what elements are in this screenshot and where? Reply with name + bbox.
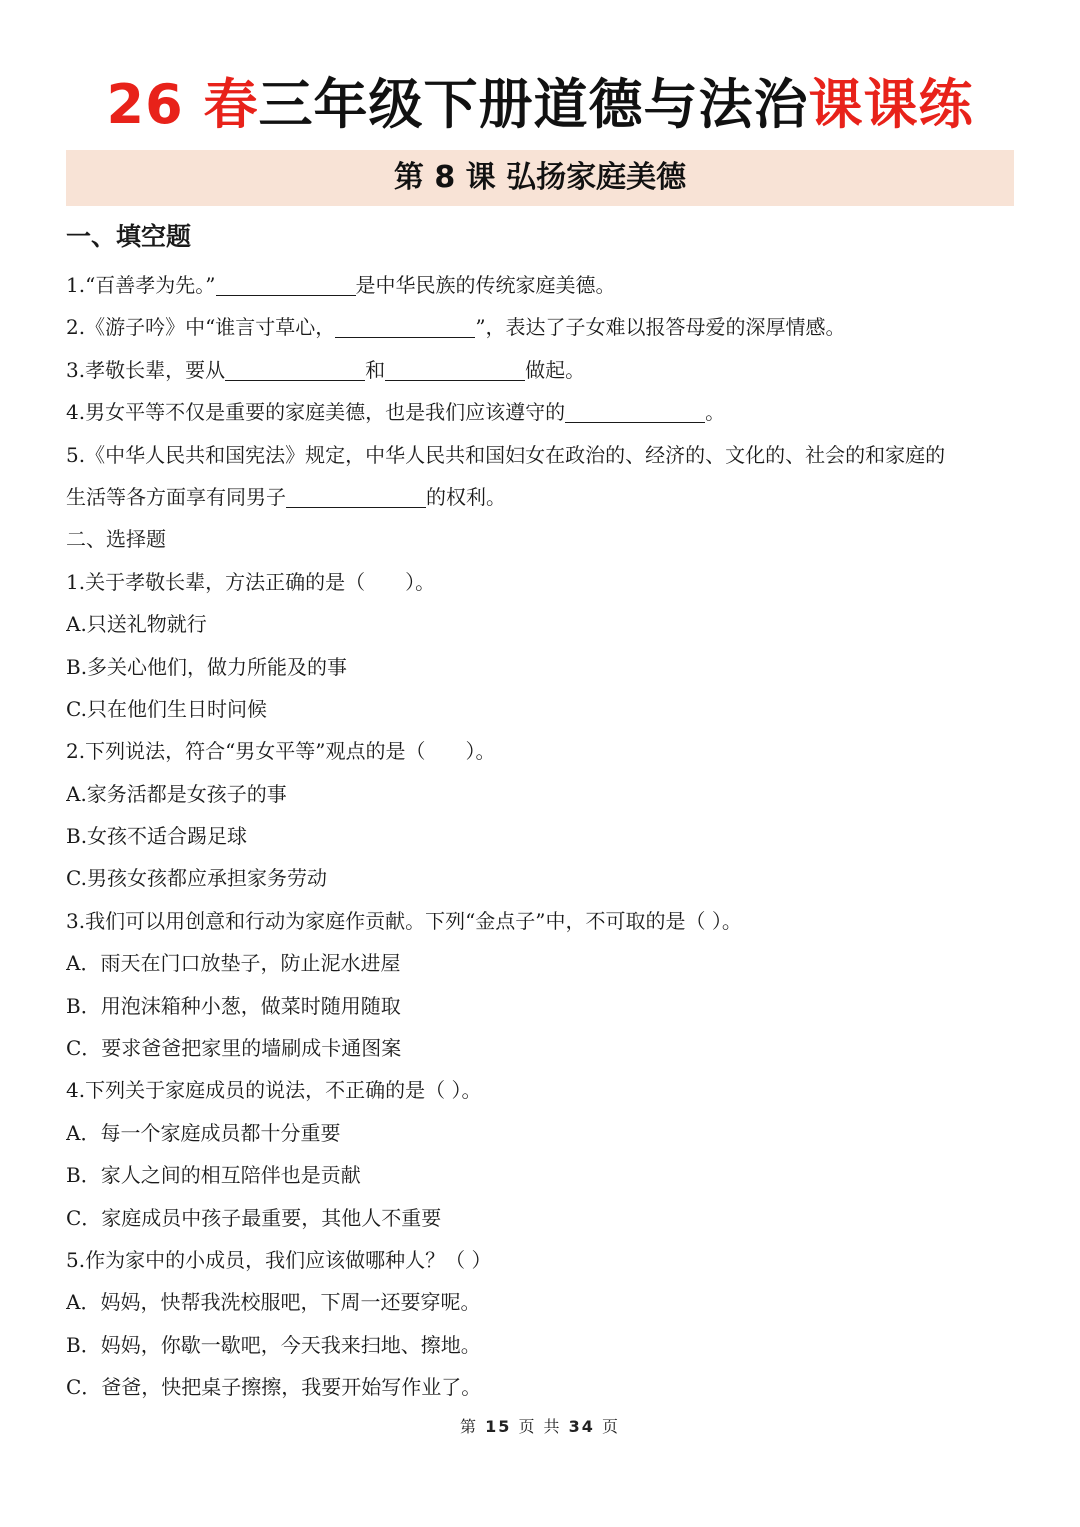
answer-blank[interactable] xyxy=(225,354,365,381)
choice-q3-option-a: A．雨天在门口放垫子，防止泥水进屋 xyxy=(66,951,401,976)
choice-q2-option-c: C.男孩女孩都应承担家务劳动 xyxy=(66,866,327,891)
title-year-part: 26 春 xyxy=(106,73,259,136)
choice-q2-option-b: B.女孩不适合踢足球 xyxy=(66,824,248,849)
choice-q4-option-b: B．家人之间的相互陪伴也是贡献 xyxy=(66,1163,361,1188)
page-number: 第 15 页 共 34 页 xyxy=(459,1417,621,1436)
choice-q5-option-a: A．妈妈，快帮我洗校服吧，下周一还要穿呢。 xyxy=(66,1290,481,1315)
choice-q1-option-a: A.只送礼物就行 xyxy=(66,612,207,637)
current-page: 15 xyxy=(485,1417,512,1436)
choice-q5-option-b: B．妈妈，你歇一歇吧，今天我来扫地、擦地。 xyxy=(66,1332,481,1357)
choice-q4-stem: 4.下列关于家庭成员的说法，不正确的是（ ）。 xyxy=(66,1078,482,1103)
fill-question-4: 4.男女平等不仅是重要的家庭美德，也是我们应该遵守的 。 xyxy=(66,391,1016,433)
choice-q5-stem: 5.作为家中的小成员，我们应该做哪种人？（ ） xyxy=(66,1247,492,1272)
answer-blank[interactable] xyxy=(335,311,475,338)
choice-q3-option-c: C．要求爸爸把家里的墙刷成卡通图案 xyxy=(66,1036,402,1061)
fill-question-2: 2.《游子吟》中“谁言寸草心， ”，表达了子女难以报答母爱的深厚情感。 xyxy=(66,306,1016,348)
worksheet-body xyxy=(66,214,1016,1409)
choice-q4-option-c: C．家庭成员中孩子最重要，其他人不重要 xyxy=(66,1205,442,1230)
choice-q1-stem: 1.关于孝敬长辈，方法正确的是（ ）。 xyxy=(66,569,436,594)
choice-q2-option-a: A.家务活都是女孩子的事 xyxy=(66,781,287,806)
choice-q5-option-c: C．爸爸，快把桌子擦擦，我要开始写作业了。 xyxy=(66,1375,482,1400)
answer-blank[interactable] xyxy=(286,481,426,508)
title-subject-part: 三年级下册道德与法治 xyxy=(258,73,809,136)
choice-q2-stem: 2.下列说法，符合“男女平等”观点的是（ ）。 xyxy=(66,739,496,764)
title-series-part: 课课练 xyxy=(808,73,974,136)
worksheet-title xyxy=(0,70,1080,140)
fill-question-3: 3.孝敬长辈，要从 和 做起。 xyxy=(66,349,1016,391)
section-heading-fill-blank: 一、填空题 xyxy=(66,222,192,251)
choice-q4-option-a: A．每一个家庭成员都十分重要 xyxy=(66,1120,341,1145)
total-pages: 34 xyxy=(568,1417,595,1436)
lesson-banner: 第 8 课 弘扬家庭美德 xyxy=(66,150,1014,206)
fill-question-1: 1.“百善孝为先。” 是中华民族的传统家庭美德。 xyxy=(66,264,1016,306)
choice-q1-option-b: B.多关心他们，做力所能及的事 xyxy=(66,654,348,679)
choice-q1-option-c: C.只在他们生日时问候 xyxy=(66,696,267,721)
choice-q3-stem: 3.我们可以用创意和行动为家庭作贡献。下列“金点子”中，不可取的是（ ）。 xyxy=(66,908,742,933)
fill-question-5-line2: 生活等各方面享有同男子 的权利。 xyxy=(66,476,1016,518)
answer-blank[interactable] xyxy=(216,269,356,296)
answer-blank[interactable] xyxy=(565,396,705,423)
section-heading-choice: 二、选择题 xyxy=(66,527,166,552)
choice-q3-option-b: B．用泡沫箱种小葱，做菜时随用随取 xyxy=(66,993,401,1018)
answer-blank[interactable] xyxy=(385,354,525,381)
fill-question-5-line1: 5.《中华人民共和国宪法》规定，中华人民共和国妇女在政治的、经济的、文化的、社会的和家庭的 xyxy=(66,442,946,467)
